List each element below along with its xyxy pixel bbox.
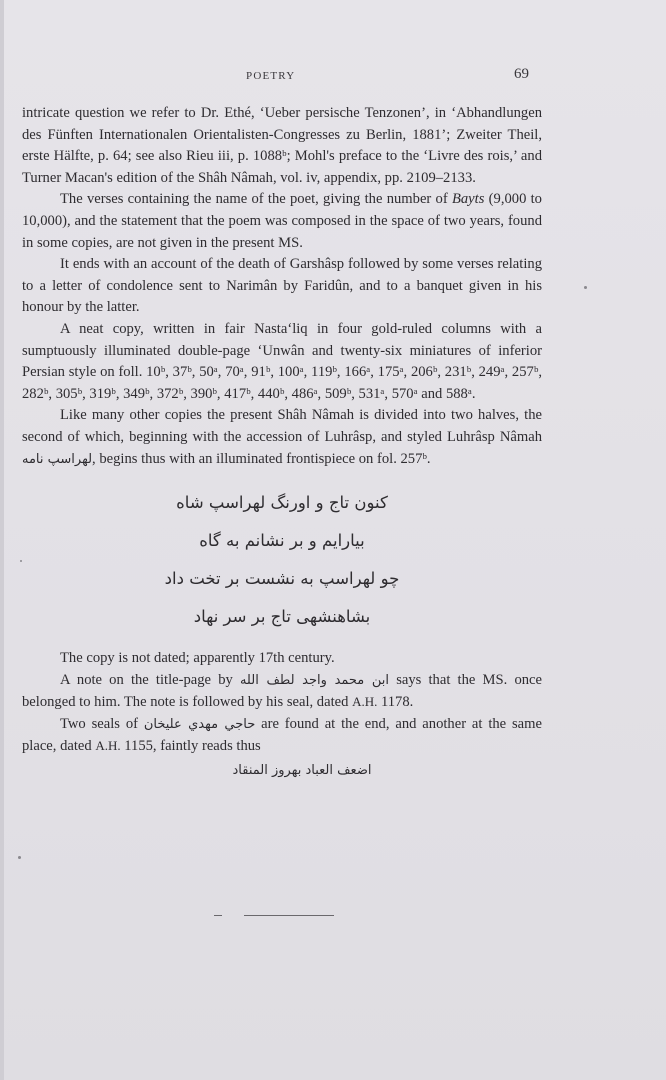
text: , begins thus with an illuminated frontispiece on fol. 257ᵇ. [92, 450, 431, 467]
persian-seal-name: حاجي مهدي عليخان [143, 716, 256, 732]
text: The verses containing the name of the poet, giving the number of [60, 191, 452, 208]
running-head [0, 66, 666, 86]
era-abbreviation: A.H. [95, 738, 121, 754]
running-title: POETRY [246, 70, 296, 82]
italic-term: Bayts [451, 191, 485, 208]
page-edge [0, 0, 4, 1080]
text: A note on the title-page by [60, 671, 240, 688]
paragraph-date: The copy is not dated; apparently 17th century. [60, 650, 335, 667]
text: Like many other copies the present Shâh Nâmah is divided into two halves, the second of which, beginning with the accession of Luhrâsp, and styled Luhrâsp Nâmah [22, 407, 542, 445]
paper-speck [20, 560, 22, 562]
verse-line: بشاهنشهی تاج بر سر نهاد [193, 607, 371, 627]
section-dash [214, 915, 222, 916]
text: 1178. [377, 694, 414, 711]
seal-inscription: اضعف العباد بهروز المنقاد [232, 763, 372, 779]
paragraph-halves [22, 405, 542, 470]
text: 1155, faintly reads thus [120, 738, 261, 755]
paragraph-description: A neat copy, written in fair Nasta‘liq in four gold-ruled columns with a sumptuously illuminated double-page ‘Unwân and twenty-six miniatures of inferior Persian style on foll. 10ᵇ, 37ᵇ, 50ᵃ, 70ᵃ, 91ᵇ, 100ᵃ, 119ᵇ, 166ᵃ, 175ᵃ, 206ᵇ, 231ᵇ, 249ᵃ, 257ᵇ, 282ᵇ, 305ᵇ, 319ᵇ, 349ᵇ, 372ᵇ, 390ᵇ, 417ᵇ, 440ᵇ, 486ᵃ, 509ᵇ, 531ᵃ, 570ᵃ and 588ᵃ. [22, 320, 542, 402]
body-text [22, 103, 542, 782]
paper-speck [584, 286, 587, 289]
paragraph-continuation: intricate question we refer to Dr. Ethé, ‘Ueber persische Tenzonen’, in ‘Abhandlungen des Fünften Internationalen Orientalisten-Congresses zu Berlin, 1881’; Zweiter Theil, erste Hälfte, p. 64; see also Rieu iii, p. 1088ᵇ; Mohl's preface to the ‘Livre des rois,’ and Turner Macan's edition of the Shâh Nâmah, vol. iv, appendix, pp. 2109–2133. [22, 105, 542, 186]
persian-title: لهراسپ نامه [22, 451, 93, 467]
text: says that the MS. once belonged to him. The note is followed by his seal, dated [22, 671, 542, 711]
era-abbreviation: A.H. [352, 694, 378, 710]
section-rule [244, 915, 334, 916]
persian-verses [22, 484, 542, 636]
verse-line: کنون تاج و اورنگ لهراسپ شاه [176, 493, 388, 513]
text: Two seals of [60, 715, 144, 732]
page-number: 69 [514, 66, 529, 82]
paper-speck [18, 856, 21, 859]
paragraph-title-note [22, 670, 542, 714]
paragraph-ending: It ends with an account of the death of Garshâsp followed by some verses relating to a letter of condolence sent to Narimân by Faridûn, and to a banquet given in his honour by the latter. [22, 256, 542, 316]
persian-owner-name: ابن محمد واجد لطف الله [239, 672, 390, 688]
text: (9,000 to 10,000), and the statement that the poem was composed in the space of two years, found in some copies, are not given in the present MS. [22, 191, 542, 251]
text: are found at the end, and another at the same place, dated [22, 715, 542, 755]
paragraph-verses-note [22, 189, 542, 254]
verse-line: چو لهراسپ به نشست بر تخت داد [164, 569, 400, 589]
verse-line: بیارایم و بر نشانم به گاه [199, 531, 365, 551]
paragraph-seals [22, 714, 542, 758]
